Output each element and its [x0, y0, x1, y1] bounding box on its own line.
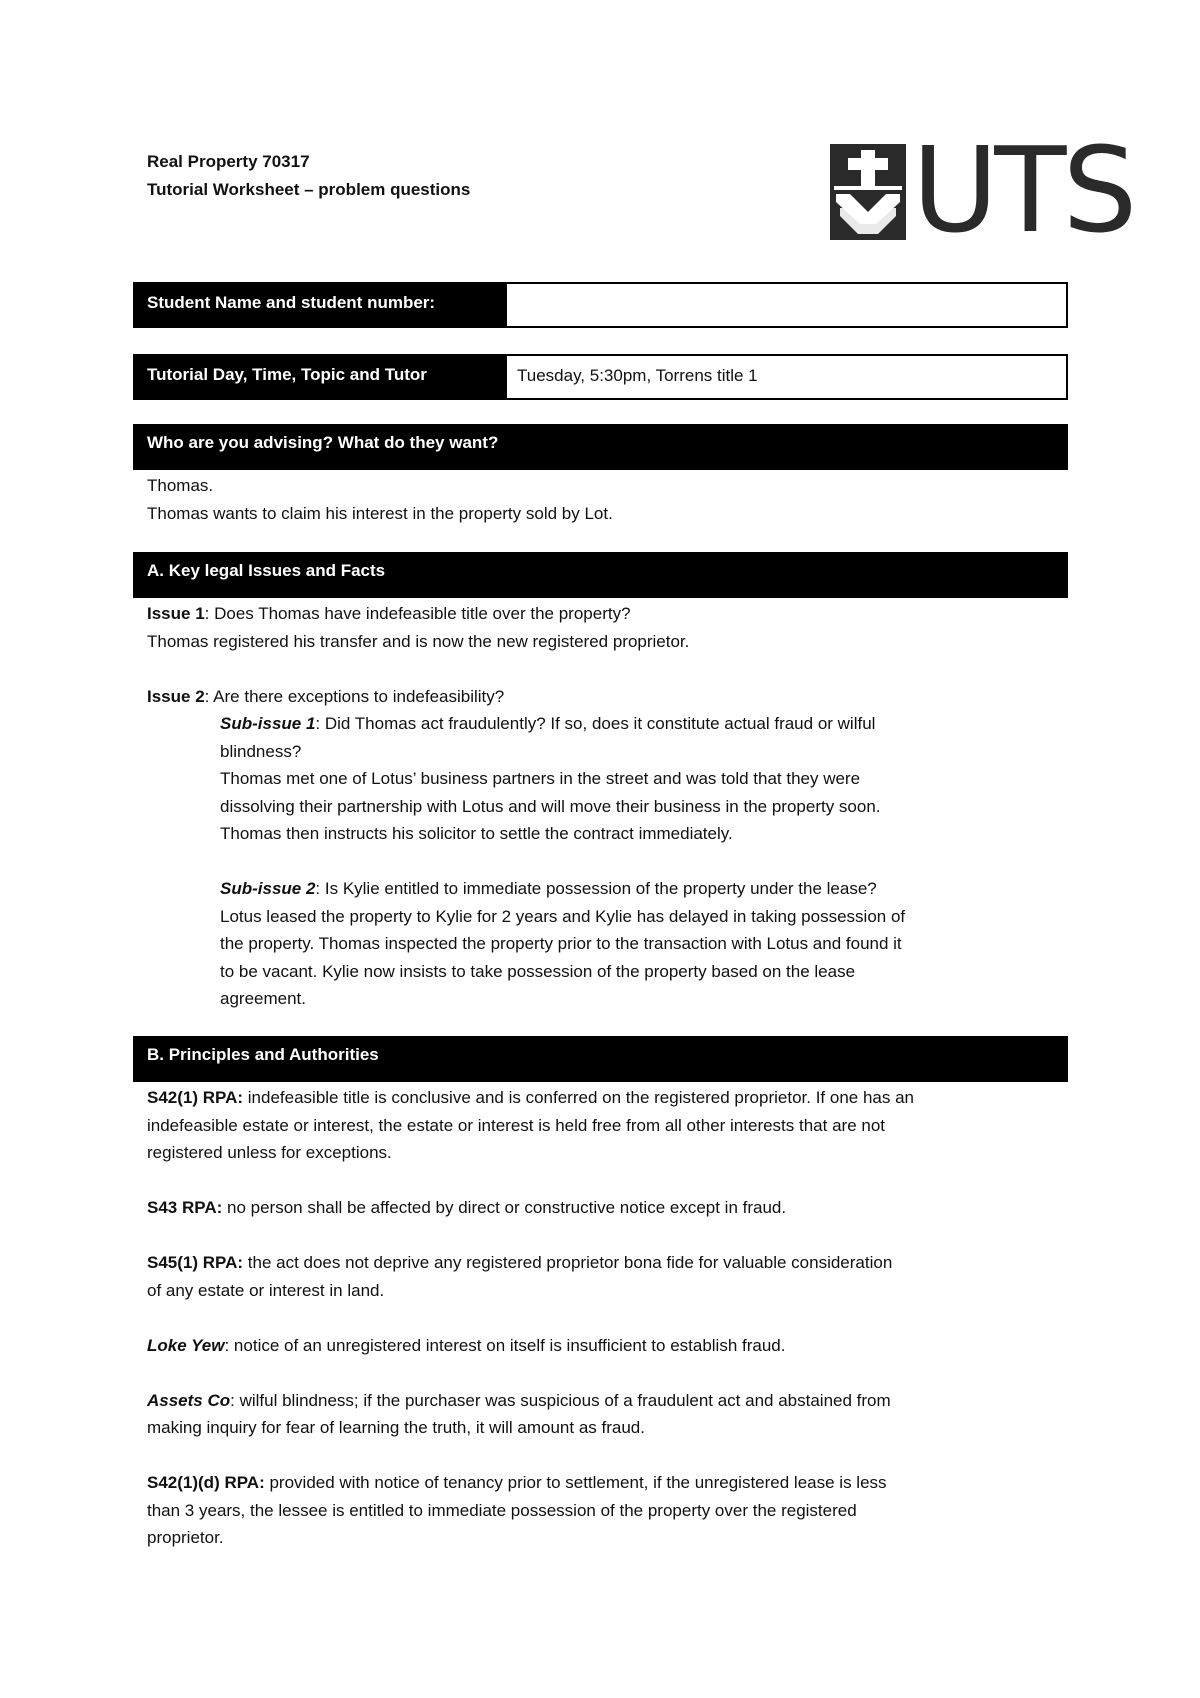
advising-heading: Who are you advising? What do they want?	[133, 424, 1068, 470]
authority-loke-yew: Loke Yew: notice of an unregistered interest on itself is insufficient to establish fraud.	[147, 1335, 786, 1355]
sub-issue-2	[220, 875, 1067, 903]
section-b-body	[147, 1084, 1067, 1552]
tutorial-label: Tutorial Day, Time, Topic and Tutor	[133, 354, 507, 400]
principle-s42-1-cont: indefeasible estate or interest, the estate or interest is held free from all other interests that are not	[147, 1115, 886, 1135]
principle-s42-1-d: S42(1)(d) RPA: provided with notice of tenancy prior to settlement, if the unregistered lease is less	[147, 1473, 887, 1492]
advising-line: Thomas.	[147, 476, 214, 495]
section-a-heading: A. Key legal Issues and Facts	[133, 552, 1068, 598]
sub-issue-1-question: : Did Thomas act fraudulently? If so, does it constitute actual fraud or wilful	[315, 714, 876, 733]
advising-body	[147, 472, 1067, 527]
principle-s42-1: S42(1) RPA: indefeasible title is conclusive and is conferred on the registered proprietor. If one has an	[147, 1088, 914, 1107]
principle-s45-1-cont: of any estate or interest in land.	[147, 1280, 385, 1300]
student-input[interactable]	[507, 282, 1068, 328]
principle-s42-1-cont: registered unless for exceptions.	[147, 1143, 392, 1162]
sub-issue-2-label: Sub-issue 2	[220, 879, 316, 898]
issue-2-label: Issue 2	[147, 686, 205, 706]
student-label: Student Name and student number:	[133, 282, 507, 328]
sub-issue-1-question-cont: blindness?	[220, 741, 302, 761]
authority-assets-co: Assets Co: wilful blindness; if the purchaser was suspicious of a fraudulent act and abstained from	[147, 1390, 891, 1410]
sub-issue-1-fact: dissolving their partnership with Lotus and will move their business in the property soon.	[220, 796, 881, 816]
sub-issue-2-fact: Lotus leased the property to Kylie for 2 years and Kylie has delayed in taking possession of	[220, 906, 906, 926]
issue-1-question: : Does Thomas have indefeasible title over the property?	[204, 604, 631, 623]
issue-1-label: Issue 1	[147, 604, 205, 623]
issue-1	[147, 600, 1067, 628]
document-header	[147, 148, 470, 204]
sub-issue-1-fact: Thomas met one of Lotus’ business partners in the street and was told that they were	[220, 769, 861, 788]
section-b-heading: B. Principles and Authorities	[133, 1036, 1068, 1082]
tutorial-row	[133, 354, 1068, 400]
tutorial-input[interactable]: Tuesday, 5:30pm, Torrens title 1	[507, 354, 1068, 400]
authority-assets-co-cont: making inquiry for fear of learning the truth, it will amount as fraud.	[147, 1418, 645, 1437]
sub-issue-1-fact: Thomas then instructs his solicitor to settle the contract immediately.	[220, 824, 733, 843]
issue-2	[147, 683, 1067, 711]
principle-s45-1: S45(1) RPA: the act does not deprive any registered proprietor bona fide for valuable consideration	[147, 1253, 893, 1272]
uts-logo	[830, 121, 1134, 259]
sub-issue-2-fact: to be vacant. Kylie now insists to take possession of the property based on the lease	[220, 961, 856, 981]
sub-issue-2-fact: the property. Thomas inspected the property prior to the transaction with Lotus and found it	[220, 934, 902, 953]
uts-wordmark: UTS	[912, 121, 1134, 259]
issue-1-fact: Thomas registered his transfer and is now the new registered proprietor.	[147, 631, 690, 651]
issue-2-question: : Are there exceptions to indefeasibility?	[204, 686, 505, 706]
sub-issue-2-question: : Is Kylie entitled to immediate possession of the property under the lease?	[315, 879, 877, 898]
sub-issue-1	[147, 710, 1067, 1013]
principle-s42-1-d-cont: than 3 years, the lessee is entitled to immediate possession of the property over the registered	[147, 1500, 857, 1520]
section-a-body	[147, 600, 1067, 1013]
student-row	[133, 282, 1068, 328]
worksheet-subtitle: Tutorial Worksheet – problem questions	[147, 180, 471, 199]
principle-s43: S43 RPA: no person shall be affected by direct or constructive notice except in fraud.	[147, 1198, 787, 1217]
advising-line: Thomas wants to claim his interest in the property sold by Lot.	[147, 503, 613, 523]
uts-crest-icon	[830, 144, 906, 240]
sub-issue-2-fact: agreement.	[220, 989, 306, 1008]
principle-s42-1-d-cont: proprietor.	[147, 1528, 224, 1547]
course-title: Real Property 70317	[147, 152, 310, 171]
sub-issue-1-label: Sub-issue 1	[220, 714, 316, 733]
